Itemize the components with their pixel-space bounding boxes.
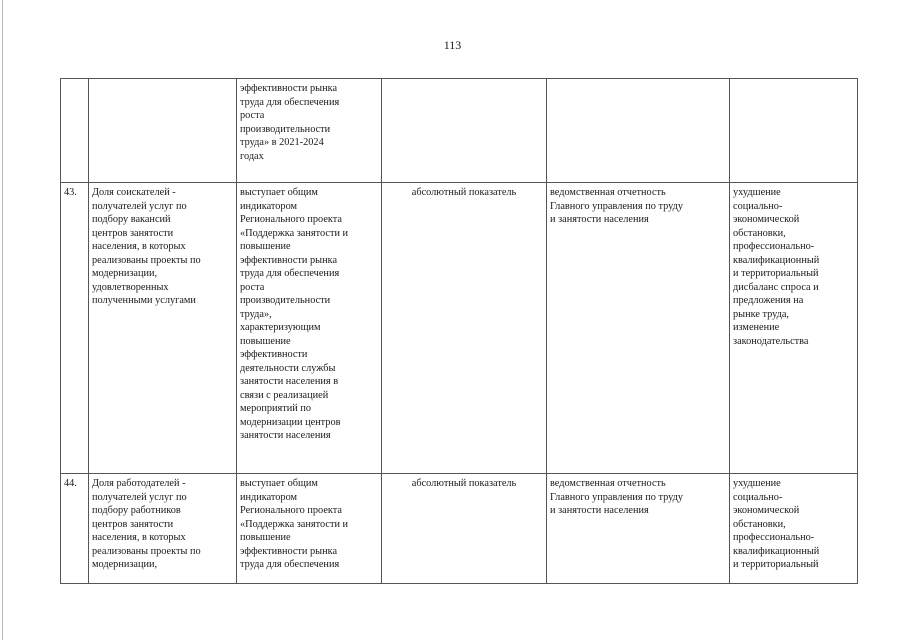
indicator-source xyxy=(547,79,730,183)
indicator-unit: абсолютный показатель xyxy=(382,183,547,474)
indicator-description: выступает общим индикатором Регионального проекта «Поддержка занятости и повышение эффективности рынка труда для обеспечения xyxy=(237,474,382,584)
indicator-source: ведомственная отчетность Главного управления по труду и занятости населения xyxy=(547,183,730,474)
row-number xyxy=(61,79,89,183)
indicator-name xyxy=(89,79,237,183)
row-number: 43. xyxy=(61,183,89,474)
indicator-source: ведомственная отчетность Главного управления по труду и занятости населения xyxy=(547,474,730,584)
page-number: 113 xyxy=(443,38,462,52)
indicator-unit: абсолютный показатель xyxy=(382,474,547,584)
page-edge-line xyxy=(2,0,3,640)
indicator-factors: ухудшение социально- экономической обстановки, профессионально- квалификационный и территориальный xyxy=(730,474,858,584)
table-row xyxy=(61,183,858,474)
indicator-factors: ухудшение социально- экономической обстановки, профессионально- квалификационный и территориальный дисбаланс спроса и предложения на рынке труда, изменение законодательства xyxy=(730,183,858,474)
table-row xyxy=(61,474,858,584)
indicator-description: выступает общим индикатором Регионального проекта «Поддержка занятости и повышение эффективности рынка труда для обеспечения роста производительности труда», характеризующим повышение эффективности деятельности службы занятости населения в связи с реализацией мероприятий по модернизации центров занятости населения xyxy=(237,183,382,474)
table-row xyxy=(61,79,858,183)
indicator-factors xyxy=(730,79,858,183)
indicator-description: эффективности рынка труда для обеспечения роста производительности труда» в 2021-2024 годах xyxy=(237,79,382,183)
indicator-name: Доля работодателей - получателей услуг по подбору работников центров занятости населения, в которых реализованы проекты по модернизации, xyxy=(89,474,237,584)
indicator-unit xyxy=(382,79,547,183)
indicator-name: Доля соискателей - получателей услуг по подбору вакансий центров занятости населения, в которых реализованы проекты по модернизации, удовлетворенных полученными услугами xyxy=(89,183,237,474)
row-number: 44. xyxy=(61,474,89,584)
indicators-table xyxy=(60,78,858,584)
